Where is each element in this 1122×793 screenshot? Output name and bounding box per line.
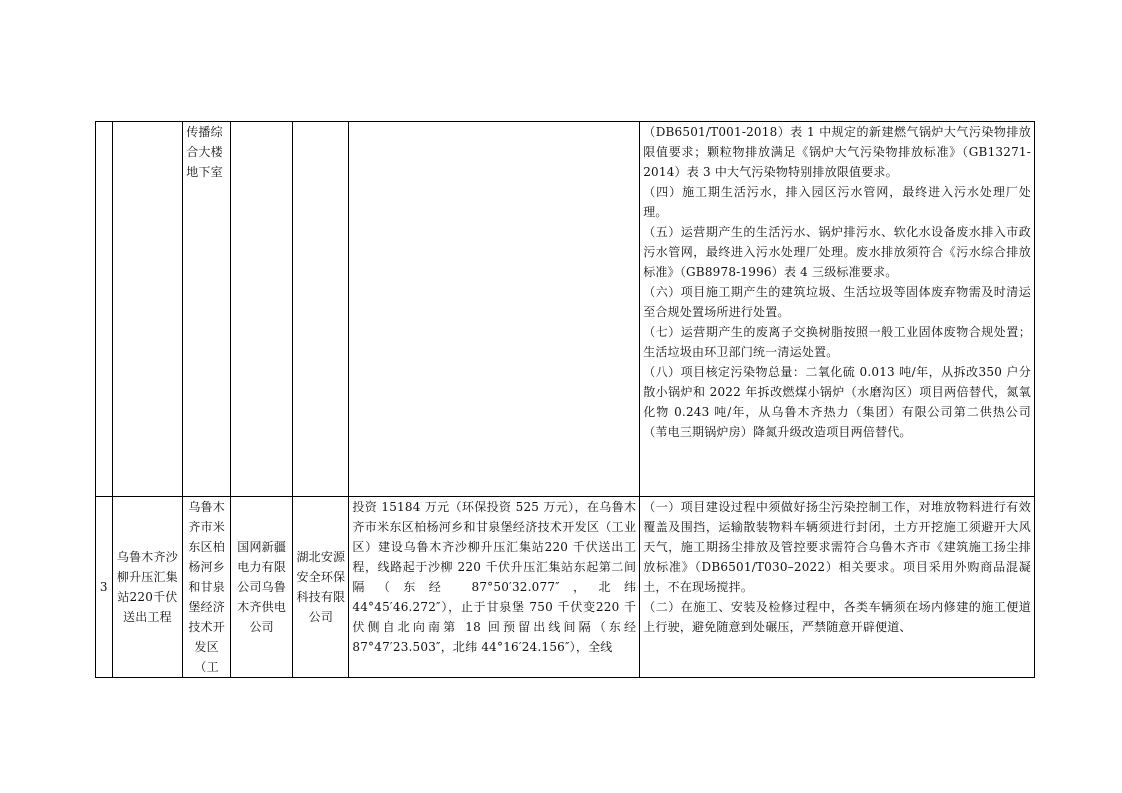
measure-paragraph: （六）项目施工期产生的建筑垃圾、生活垃圾等固体废弃物需及时清运至合规处置场所进行处置。 xyxy=(643,285,1031,319)
project-summary-cell xyxy=(349,122,640,497)
eia-unit-cell xyxy=(293,122,349,497)
measure-paragraph: （四）施工期生活污水，排入园区污水管网，最终进入污水处理厂处理。 xyxy=(643,185,1031,219)
project-approval-table xyxy=(95,121,1035,678)
table-row xyxy=(96,122,1035,497)
summary-paragraph: 投资 15184 万元（环保投资 525 万元），在乌鲁木齐市米东区柏杨河乡和甘泉堡经济技术开发区（工业区）建设乌鲁木齐沙柳升压汇集站220 千伏送出工程，线路起于沙柳 220 千伏升压汇集站东起第二间隔（东经 87°50′32.077″，北纬 44°45′46.272″），止于甘泉堡 750 千伏变220 千伏侧自北向南第 18 回预留出线间隔（东经 87°47′23.503″，北纬 44°16′24.156″），全线 xyxy=(352,500,637,654)
project-name-cell: 乌鲁木齐沙柳升压汇集站220千伏送出工程 xyxy=(112,497,183,678)
measure-paragraph: （DB6501/T001-2018）表 1 中规定的新建燃气锅炉大气污染物排放限值要求；颗粒物排放满足《锅炉大气污染物排放标准》（GB13271-2014）表 3 中大气污染物特别排放限值要求。 xyxy=(643,125,1031,179)
project-location-cell: 乌鲁木齐市米东区柏杨河乡和甘泉堡经济技术开发区（工 xyxy=(183,497,231,678)
measure-paragraph: （二）在施工、安装及检修过程中，各类车辆须在场内修建的施工便道上行驶，避免随意到处碾压，严禁随意开辟便道、 xyxy=(643,600,1031,634)
measures-cell xyxy=(640,122,1035,497)
row-number-cell: 3 xyxy=(96,497,113,678)
measures-cell xyxy=(640,497,1035,678)
measure-paragraph: （八）项目核定污染物总量：二氧化硫 0.013 吨/年，从拆改350 户分散小锅炉和 2022 年拆改燃煤小锅炉（水磨沟区）项目两倍替代，氮氧化物 0.243 吨/年，从乌鲁木齐热力（集团）有限公司第二供热公司（苇电三期锅炉房）降氮升级改造项目两倍替代。 xyxy=(643,365,1031,439)
measure-paragraph: （一）项目建设过程中须做好扬尘污染控制工作，对堆放物料进行有效覆盖及围挡，运输散装物料车辆须进行封闭，土方开挖施工须避开大风天气，施工期扬尘排放及管控要求需符合乌鲁木齐市《建筑施工扬尘排放标准》（DB6501/T030–2022）相关要求。项目采用外购商品混凝土，不在现场搅拌。 xyxy=(643,500,1031,594)
builder-cell xyxy=(231,122,293,497)
table-row xyxy=(96,497,1035,678)
project-summary-cell xyxy=(349,497,640,678)
row-number-cell xyxy=(96,122,113,497)
measure-paragraph: （五）运营期产生的生活污水、锅炉排污水、软化水设备废水排入市政污水管网，最终进入污水处理厂处理。废水排放须符合《污水综合排放标准》（GB8978-1996）表 4 三级标准要求。 xyxy=(643,225,1031,279)
builder-cell: 国网新疆电力有限公司乌鲁木齐供电公司 xyxy=(231,497,293,678)
project-name-cell xyxy=(112,122,183,497)
measure-paragraph: （七）运营期产生的废离子交换树脂按照一般工业固体废物合规处置；生活垃圾由环卫部门统一清运处置。 xyxy=(643,325,1031,359)
project-location-cell: 传播综合大楼地下室 xyxy=(183,122,231,497)
eia-unit-cell: 湖北安源安全环保科技有限公司 xyxy=(293,497,349,678)
